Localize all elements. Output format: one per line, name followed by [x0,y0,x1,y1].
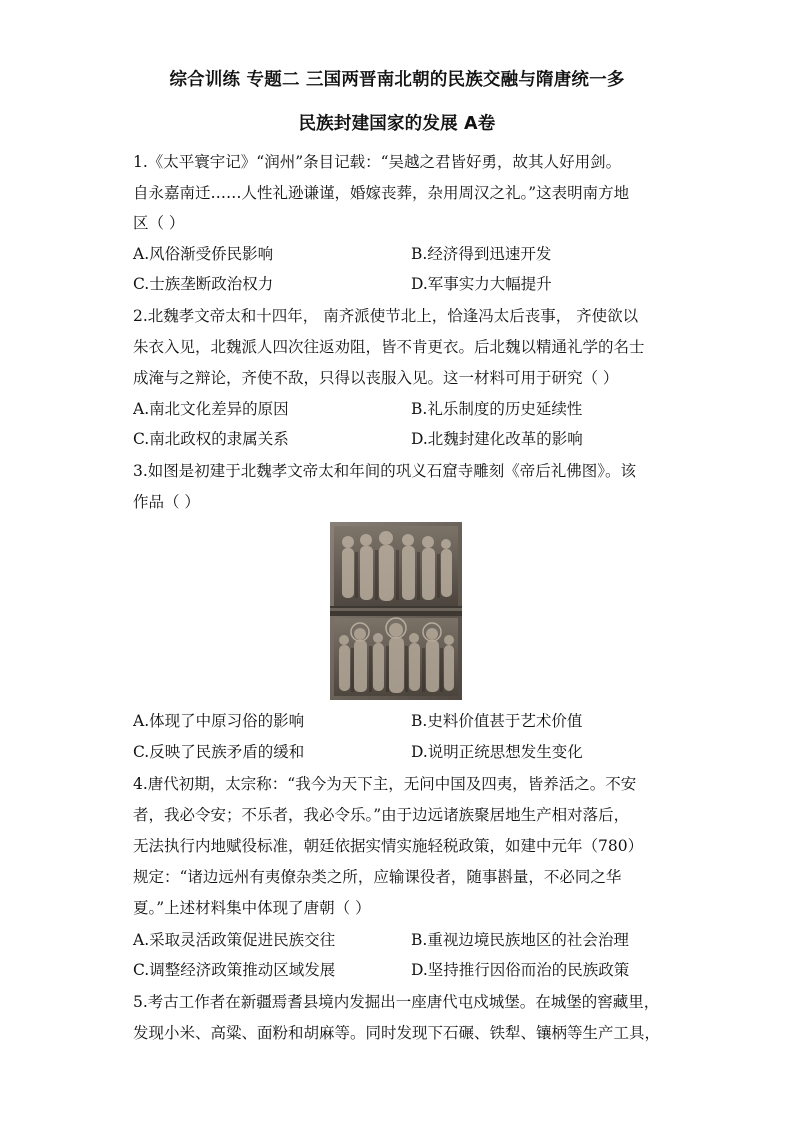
question-3-option-b: B.史料价值甚于艺术价值 [411,712,583,730]
question-5-line-1: 5.考古工作者在新疆焉耆县境内发掘出一座唐代屯戍城堡。在城堡的窖藏里， [133,993,660,1011]
question-2-option-a: A.南北文化差异的原因 [133,400,289,418]
question-4-line-4: 规定：“诸边远州有夷僚杂类之所，应输课役者，随事斟量，不必同之华 [133,868,622,886]
question-3-line-1: 3.如图是初建于北魏孝文帝太和年间的巩义石窟寺雕刻《帝后礼佛图》。该 [133,462,637,480]
question-2-option-c: C.南北政权的隶属关系 [133,430,289,448]
question-4-option-b: B.重视边境民族地区的社会治理 [411,931,629,949]
stone-relief-illustration [330,522,462,700]
question-1-option-b: B.经济得到迅速开发 [411,245,552,263]
question-4-option-d: D.坚持推行因俗而治的民族政策 [411,961,630,979]
question-2-line-2: 朱衣入见，北魏派人四次往返劝阻，皆不肯更衣。后北魏以精通礼学的名士 [133,338,645,356]
question-1-line-3: 区（ ） [133,214,185,232]
question-5-line-2: 发现小米、高粱、面粉和胡麻等。同时发现下石碾、铁犁、镶柄等生产工具， [133,1024,661,1042]
question-3-option-d: D.说明正统思想发生变化 [411,743,583,761]
document-title-line-1: 综合训练 专题二 三国两晋南北朝的民族交融与隋唐统一多 [169,70,625,90]
question-1-line-2: 自永嘉南迁……人性礼逊谦谨，婚嫁丧葬，杂用周汉之礼。”这表明南方地 [133,184,630,202]
question-4-line-5: 夏。”上述材料集中体现了唐朝（ ） [133,899,371,917]
question-4-option-a: A.采取灵活政策促进民族交往 [133,931,336,949]
question-3-line-2: 作品（ ） [133,493,200,511]
question-2-option-b: B.礼乐制度的历史延续性 [411,400,583,418]
question-4-line-3: 无法执行内地赋役标准，朝廷依据实情实施轻税政策，如建中元年（780） [133,837,644,855]
question-4-line-1: 4.唐代初期，太宗称：“我今为天下主，无问中国及四夷，皆养活之。不安 [133,775,637,793]
question-1-option-c: C.士族垄断政治权力 [133,275,274,293]
question-4-option-c: C.调整经济政策推动区域发展 [133,961,336,979]
question-1-option-a: A.风俗渐受侨民影响 [133,245,274,263]
question-2-line-1: 2.北魏孝文帝太和十四年， 南齐派使节北上，恰逢冯太后丧事， 齐使欲以 [133,307,639,325]
question-3-option-a: A.体现了中原习俗的影响 [133,712,305,730]
question-1-line-1: 1.《太平寰宇记》“润州”条目记载：“吴越之君皆好勇，故其人好用剑。 [133,153,622,171]
question-4-line-2: 者，我必令安；不乐者，我必令乐。”由于边远诸族聚居地生产相对落后， [133,806,630,824]
document-title-line-2: 民族封建国家的发展 A卷 [298,114,496,134]
question-2-line-3: 成淹与之辩论，齐使不敌，只得以丧服入见。这一材料可用于研究（ ） [133,369,619,387]
stone-relief-image [330,522,462,700]
question-1-option-d: D.军事实力大幅提升 [411,275,552,293]
question-3-option-c: C.反映了民族矛盾的缓和 [133,743,305,761]
question-2-option-d: D.北魏封建化改革的影响 [411,430,583,448]
